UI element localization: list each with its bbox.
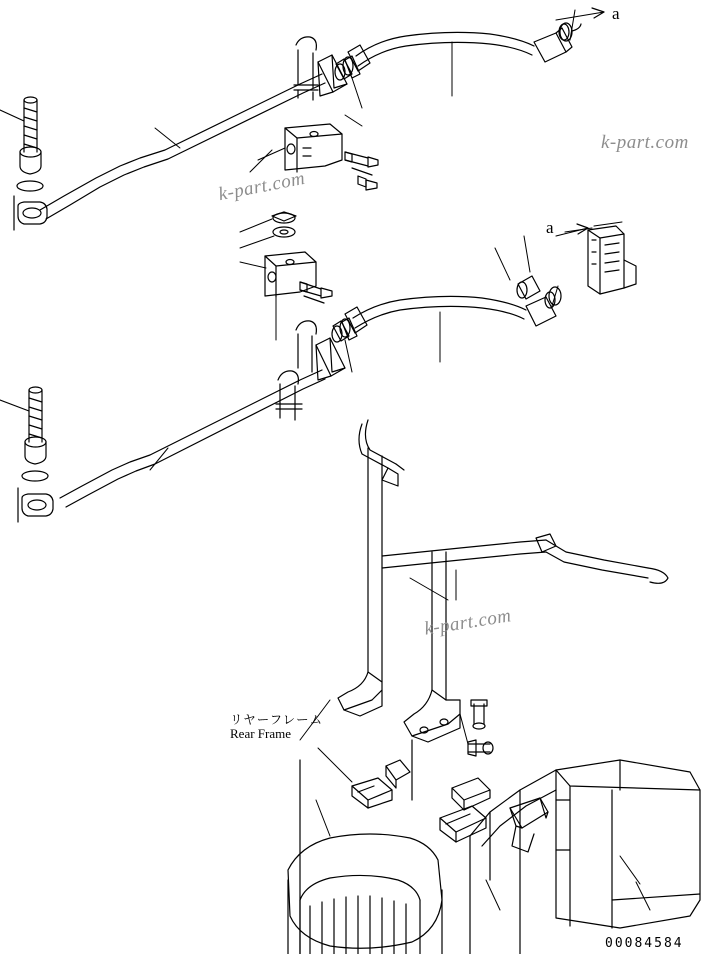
rear-frame-label-jp: リヤーフレーム	[230, 712, 324, 727]
valve-block	[556, 222, 636, 294]
watermark-text: k-part.com	[422, 605, 513, 640]
drawing-part-number: 00084584	[605, 936, 684, 951]
middle-bracket-plate	[240, 212, 332, 303]
middle-long-rod	[0, 370, 325, 522]
watermark-text: k-part.com	[601, 132, 689, 153]
callout-marker-a-top: a	[612, 4, 620, 23]
rear-frame-structure	[300, 420, 668, 782]
rear-frame-label-en: Rear Frame	[230, 726, 292, 741]
callout-marker-a-middle: a	[546, 218, 554, 237]
watermark-text: k-part.com	[216, 167, 307, 206]
middle-hose-assembly	[332, 236, 561, 372]
upper-hose-assembly	[155, 8, 604, 172]
machine-body	[288, 740, 700, 954]
